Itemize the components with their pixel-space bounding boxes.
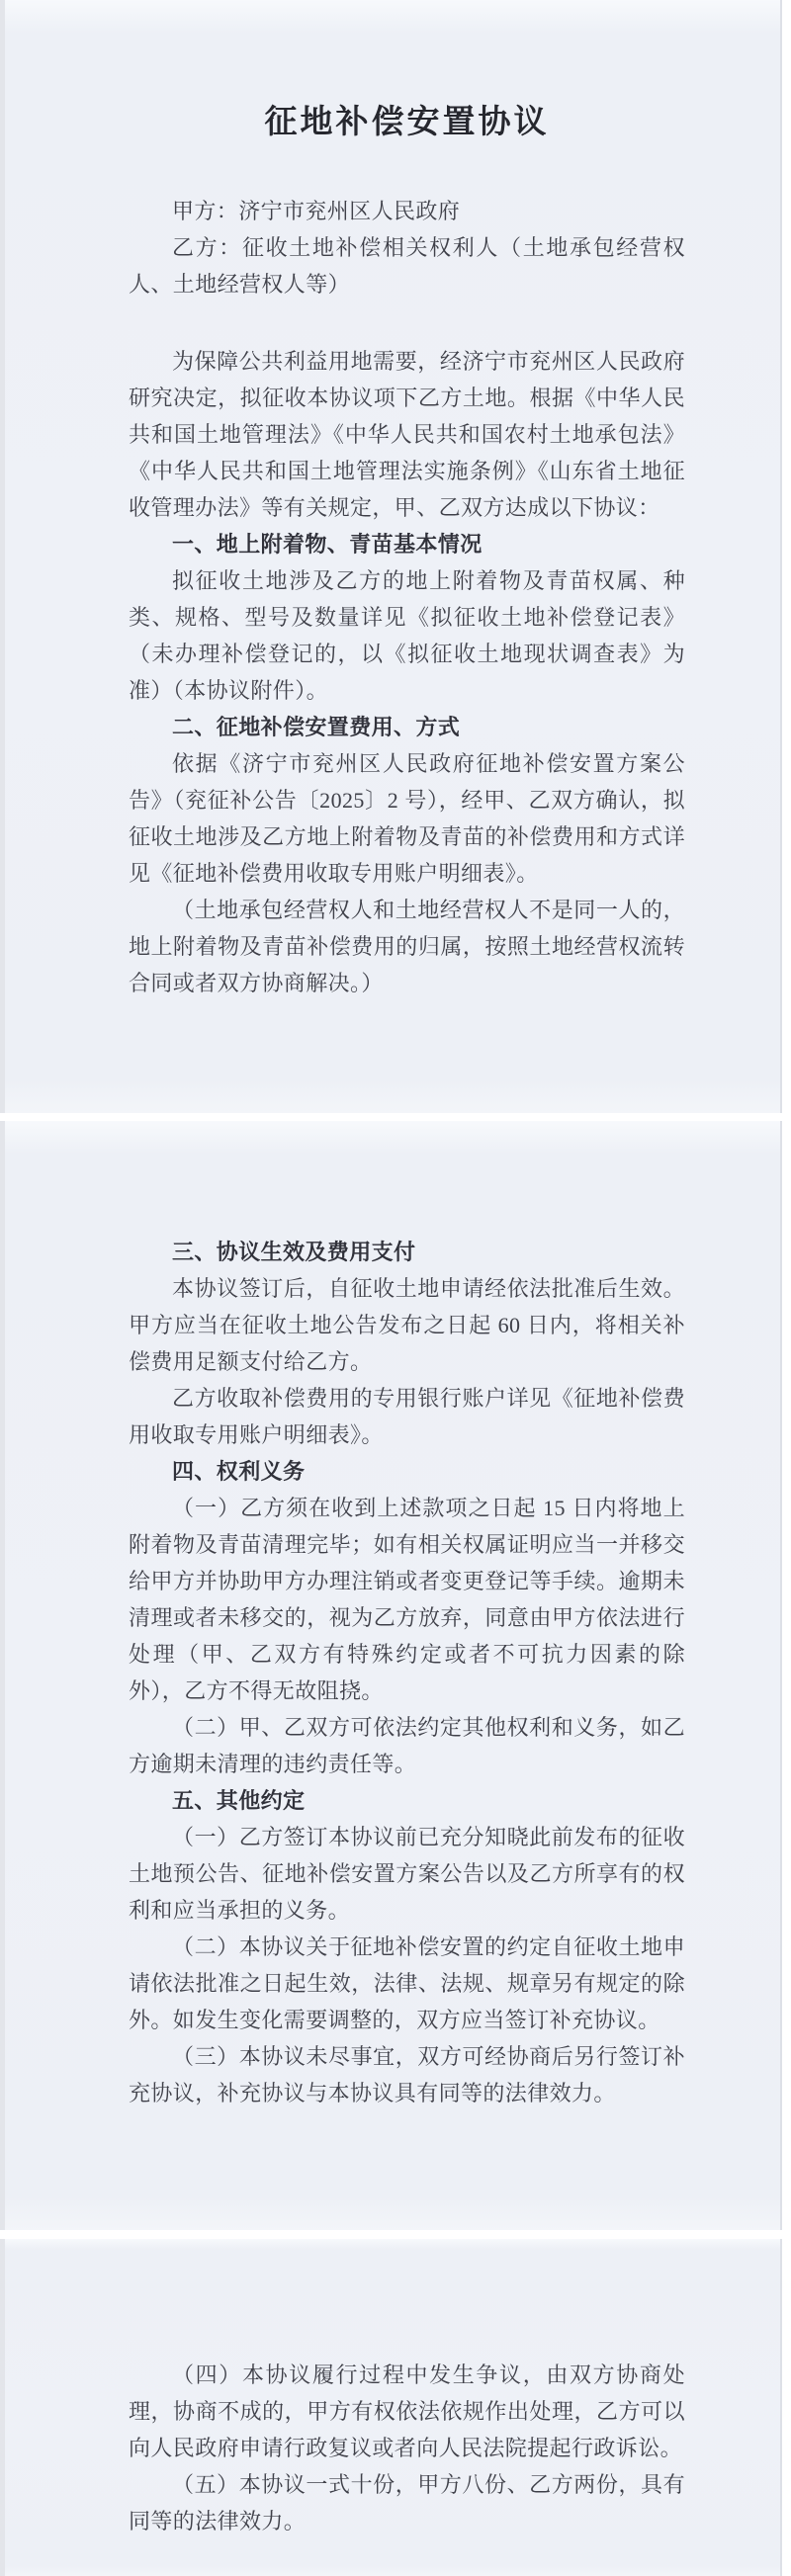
page-content	[129, 1121, 685, 2111]
party-line: 乙方：征收土地补偿相关权利人（土地承包经营权人、土地经营权人等）	[129, 235, 685, 297]
page-gap	[0, 1113, 791, 1121]
section-heading: 一、地上附着物、青苗基本情况	[172, 532, 483, 557]
paragraph: （二）甲、乙双方可依法约定其他权利和义务，如乙方逾期未清理的违约责任等。	[129, 1715, 685, 1776]
page-content	[129, 0, 685, 1001]
page-gap	[0, 2230, 791, 2239]
document-page	[0, 1121, 782, 2230]
document-page	[0, 0, 782, 1113]
paragraph: （五）本协议一式十份，甲方八份、乙方两份，具有同等的法律效力。	[129, 2472, 685, 2533]
section-heading: 二、征地补偿安置费用、方式	[172, 715, 461, 739]
paragraph: （三）本协议未尽事宜，双方可经协商后另行签订补充协议，补充协议与本协议具有同等的法律效力。	[129, 2044, 685, 2105]
document-title: 征地补偿安置协议	[264, 105, 550, 140]
party-line: 甲方：济宁市兖州区人民政府	[172, 199, 461, 223]
document-page	[0, 2239, 782, 2576]
paragraph: 依据《济宁市兖州区人民政府征地补偿安置方案公告》（兖征补公告〔2025〕2 号），经甲、乙双方确认，拟征收土地涉及乙方地上附着物及青苗的补偿费用和方式详见《征地补偿费用收取专用账户明细表》。	[129, 751, 685, 886]
paragraph: 拟征收土地涉及乙方的地上附着物及青苗权属、种类、规格、型号及数量详见《拟征收土地补偿登记表》（未办理补偿登记的，以《拟征收土地现状调查表》为准）（本协议附件）。	[129, 568, 685, 703]
paragraph: 为保障公共利益用地需要，经济宁市兖州区人民政府研究决定，拟征收本协议项下乙方土地。根据《中华人民共和国土地管理法》《中华人民共和国农村土地承包法》《中华人民共和国土地管理法实施条例》《山东省土地征收管理办法》等有关规定，甲、乙双方达成以下协议：	[129, 349, 685, 520]
paragraph: （一）乙方签订本协议前已充分知晓此前发布的征收土地预公告、征地补偿安置方案公告以及乙方所享有的权利和应当承担的义务。	[129, 1825, 685, 1923]
paragraph: （二）本协议关于征地补偿安置的约定自征收土地申请依法批准之日起生效，法律、法规、规章另有规定的除外。如发生变化需要调整的，双方应当签订补充协议。	[129, 1934, 685, 2032]
paragraph: （一）乙方须在收到上述款项之日起 15 日内将地上附着物及青苗清理完毕；如有相关权属证明应当一并移交给甲方并协助甲方办理注销或者变更登记等手续。逾期未清理或者未移交的，视为乙方放弃，同意由甲方依法进行处理（甲、乙双方有特殊约定或者不可抗力因素的除外），乙方不得无故阻挠。	[129, 1496, 685, 1703]
section-heading: 四、权利义务	[172, 1459, 306, 1484]
paragraph: （土地承包经营权人和土地经营权人不是同一人的，地上附着物及青苗补偿费用的归属，按照土地经营权流转合同或者双方协商解决。）	[129, 898, 685, 995]
paragraph: 本协议签订后，自征收土地申请经依法批准后生效。甲方应当在征收土地公告发布之日起 60 日内，将相关补偿费用足额支付给乙方。	[129, 1276, 685, 1374]
section-heading: 五、其他约定	[172, 1788, 306, 1813]
section-heading: 三、协议生效及费用支付	[172, 1240, 416, 1264]
paragraph: （四）本协议履行过程中发生争议，由双方协商处理，协商不成的，甲方有权依法依规作出处理，乙方可以向人民政府申请行政复议或者向人民法院提起行政诉讼。	[129, 2362, 685, 2460]
paragraph: 乙方收取补偿费用的专用银行账户详见《征地补偿费用收取专用账户明细表》。	[129, 1386, 685, 1447]
page-content	[129, 2239, 685, 2539]
